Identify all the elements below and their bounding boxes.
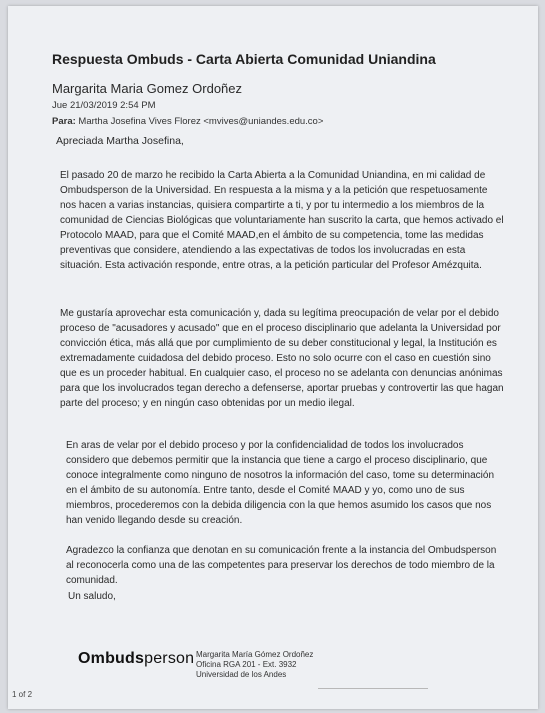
signature-institution: Universidad de los Andes [196,670,287,679]
letter-page [8,6,538,709]
letter-closing: Un saludo, [68,591,116,602]
recipient-value: Martha Josefina Vives Florez <mvives@uniandes.edu.co> [78,116,324,127]
footer-divider [318,688,428,689]
logo-text-bold: Ombuds [78,650,145,667]
page-number: 1 of 2 [12,690,33,699]
ombudsperson-logo [78,650,194,668]
recipient-label: Para: [52,116,76,127]
email-recipient [52,116,323,127]
signature-block [196,650,313,680]
signature-office: Oficina RGA 201 - Ext. 3932 [196,660,297,669]
body-paragraph-2: Me gustaría aprovechar esta comunicación y, dada su legítima preocupación de velar por el debido proceso de "acusadores y acusado" que en el proceso disciplinario que adelanta la Universidad por convicción ética, más allá que por cumplimiento de su deber constitucional y legal, la Institución es extremadamente cuidadosa del debido proceso. Esto no solo ocurre con el caso en cuestión sino que es un proceder habitual. En cualquier caso, el proceso no se adelanta con denuncias anónimas para que los involucrados tegan derecho a defenserse, aportar pruebas y controvertir las que hagan parte del proceso; y en ningún caso obtenidas por un medio ilegal. [60,308,504,409]
email-sender: Margarita Maria Gomez Ordoñez [52,81,243,96]
body-paragraph-3: En aras de velar por el debido proceso y por la confidencialidad de todos los involucrados considero que debemos permitir que la instancia que tiene a cargo el proceso disciplinario, que conoce integralmente como ninguno de nosotros la información del caso, tome su determinación en el ámbito de su autonomía. Entre tanto, desde el Comité MAAD y yo, como uno de sus miembros, procederemos con la debida diligencia con la que hemos asumido los casos que nos han venido llegando desde su creación. [66,440,495,526]
signature-name: Margarita María Gómez Ordoñez [196,650,314,659]
email-date: Jue 21/03/2019 2:54 PM [52,100,156,111]
body-paragraph-4: Agradezco la confianza que denotan en su comunicación frente a la instancia del Ombudsperson al reconocerla como una de las competentes para preservar los derechos de todo miembro de la comunidad. [66,545,497,586]
letter-greeting: Apreciada Martha Josefina, [56,135,184,147]
logo-text-regular: person [144,650,195,667]
email-subject: Respuesta Ombuds - Carta Abierta Comunidad Uniandina [52,51,436,67]
body-paragraph-1: El pasado 20 de marzo he recibido la Carta Abierta a la Comunidad Uniandina, en mi calidad de Ombudsperson de la Universidad. En respuesta a la misma y a la petición que respetuosamente nos hacen a varias instancias, quisiera compartirte a ti, y por tu intermedio a los miembros de la comunidad de Ciencias Biológicas que voluntariamente han suscrito la carta, que hemos activado el Protocolo MAAD, para que el Comité MAAD,en el ámbito de su competencia, tome las medidas preventivas que considere, atendiendo a las expectativas de todos los involucradas en esta situación. Esta activación responde, entre otras, a la petición particular del Profesor Amézquita. [60,170,504,271]
